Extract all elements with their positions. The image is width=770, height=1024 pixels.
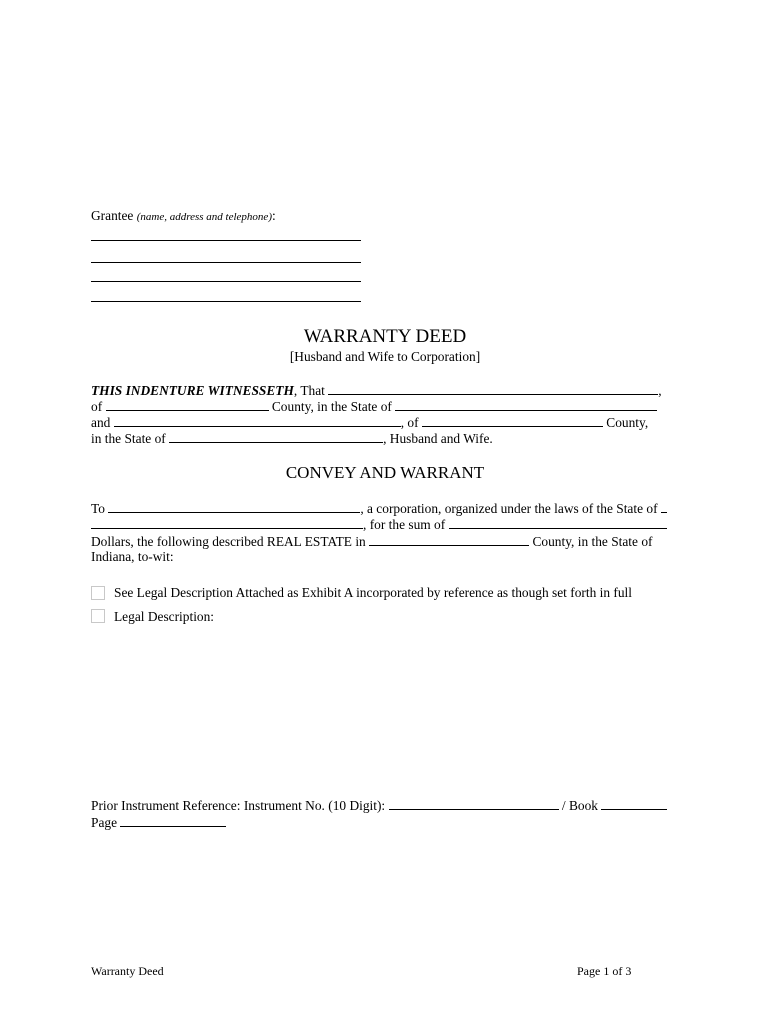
indenture-line-4: in the State of , Husband and Wife. [91,431,493,446]
indenture-line-2: of County, in the State of [91,398,657,415]
prior-instrument-line: Prior Instrument Reference: Instrument No. (10 Digit): / Book [91,797,667,814]
convey-line-3: Dollars, the following described REAL ESTATE in County, in the State of [91,534,653,549]
corp-state-blank-start[interactable] [661,500,667,513]
legal-description-label: Legal Description: [114,609,215,624]
legal-description-checkbox[interactable] [91,609,105,623]
corp-state-blank[interactable] [91,516,363,529]
convey-line-4: Indiana, to-wit: [91,549,174,564]
grantee-corp-blank[interactable] [108,500,360,513]
exhibit-label: See Legal Description Attached as Exhibit A incorporated by reference as though set forth in full [114,585,632,600]
convey-line-1: To , a corporation, organized under the laws of the State of [91,500,667,517]
footer-left: Warranty Deed [91,964,164,978]
grantee-hint: (name, address and telephone) [136,211,272,223]
sum-blank[interactable] [449,516,667,529]
indenture-line-1: THIS INDENTURE WITNESSETH, That , [91,383,662,398]
page-blank[interactable] [120,814,226,827]
spouse-county-blank[interactable] [422,414,603,427]
indenture-line-3: and , of County, [91,415,649,430]
spouse-state-blank[interactable] [169,430,383,443]
convey-heading: CONVEY AND WARRANT [285,463,485,482]
grantee-line-1[interactable] [91,240,361,241]
grantor-state-blank[interactable] [395,398,657,411]
page-subtitle: [Husband and Wife to Corporation] [289,349,481,364]
convey-line-2: , for the sum of [91,516,667,533]
exhibit-checkbox[interactable] [91,586,105,600]
grantee-line-4[interactable] [91,301,361,302]
page-title: WARRANTY DEED [303,326,467,347]
footer-page-number: Page 1 of 3 [577,964,632,978]
indenture-lead: THIS INDENTURE WITNESSETH [91,383,294,398]
instrument-number-blank[interactable] [389,797,559,810]
grantee-line-3[interactable] [91,281,361,282]
book-blank[interactable] [601,797,667,810]
grantor-county-blank[interactable] [106,398,269,411]
property-county-blank[interactable] [369,533,529,546]
grantee-colon: : [271,208,276,223]
spouse-name-blank[interactable] [114,414,401,427]
grantee-label: Grantee [91,208,134,223]
grantor-name-blank[interactable] [328,382,658,395]
grantee-line-2[interactable] [91,262,361,263]
grantee-label-row [91,208,276,225]
prior-page-line: Page [91,814,226,831]
